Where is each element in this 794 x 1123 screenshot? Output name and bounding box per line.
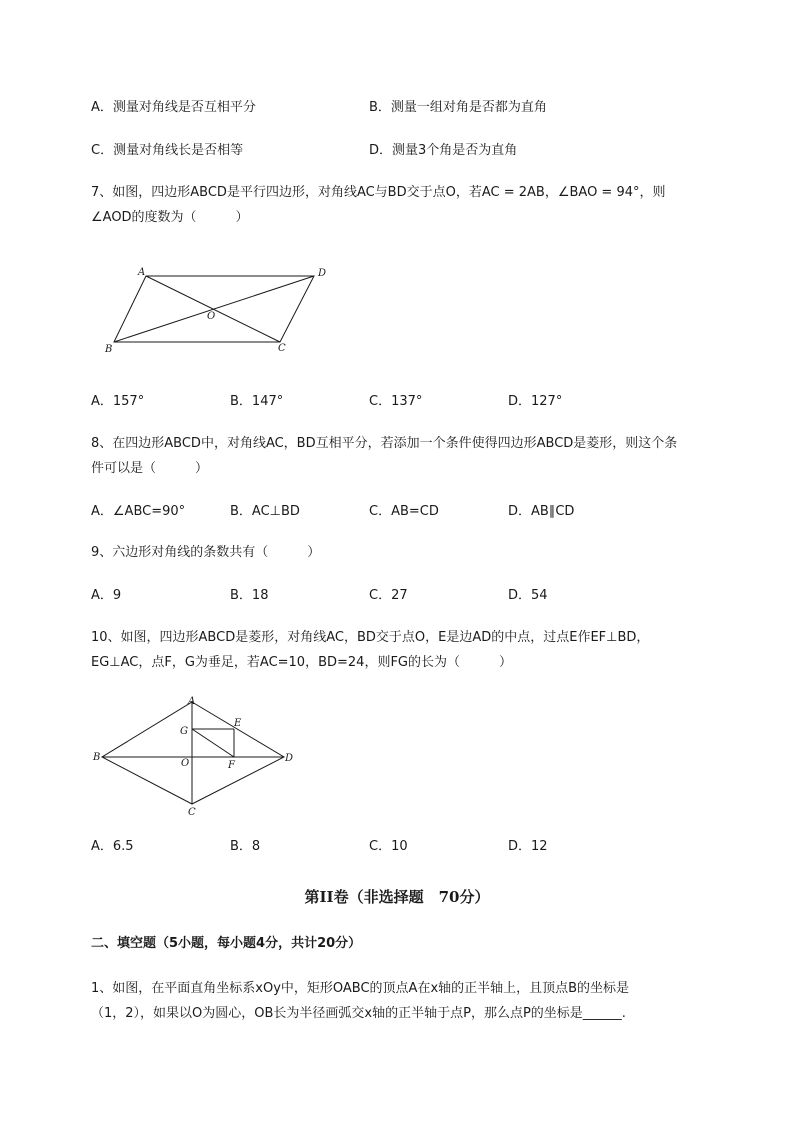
- part2-title: 第II卷（非选择题 70分）: [304, 888, 490, 906]
- label-a: A: [188, 696, 196, 707]
- q10-option-d: D．12: [508, 839, 548, 854]
- label-o: O: [181, 758, 190, 769]
- section-fill-in-heading: 二、填空题（5小题，每小题4分，共计20分）: [91, 936, 362, 951]
- q7-option-d: D．127°: [508, 394, 563, 409]
- rhombus-abcd: [102, 702, 284, 804]
- fill1-stem-line2: （1，2），如果以O为圆心，OB长为半径画弧交x轴的正半轴于点P，那么点P的坐标是______.: [91, 1006, 626, 1021]
- segment-fg: [192, 729, 234, 757]
- q7-option-a: A．157°: [91, 394, 145, 409]
- q7-option-c: C．137°: [369, 394, 423, 409]
- label-d: D: [285, 753, 294, 764]
- q6-option-d: D．测量3个角是否为直角: [369, 143, 518, 158]
- label-g: G: [180, 726, 188, 737]
- label-c: C: [188, 807, 196, 818]
- q10-stem-line1: 10、如图，四边形ABCD是菱形，对角线AC，BD交于点O，E是边AD的中点，过点E作EF⊥BD，: [91, 630, 650, 645]
- q6-option-c: C．测量对角线长是否相等: [91, 143, 244, 158]
- q10-rhombus-figure: [92, 694, 302, 818]
- q8-stem-line1: 8、在四边形ABCD中，对角线AC，BD互相平分，若添加一个条件使得四边形ABCD是菱形，则这个条: [91, 436, 678, 451]
- label-a: A: [138, 267, 146, 278]
- q7-option-b: B．147°: [230, 394, 284, 409]
- q8-stem-line2: 件可以是（ ）: [91, 461, 209, 476]
- q6-option-b: B．测量一组对角是否都为直角: [369, 100, 547, 115]
- label-b: B: [105, 344, 113, 355]
- q6-option-a: A．测量对角线是否互相平分: [91, 100, 256, 115]
- q9-stem: 9、六边形对角线的条数共有（ ）: [91, 545, 321, 560]
- q9-option-d: D．54: [508, 588, 548, 603]
- q7-parallelogram-figure: [100, 262, 340, 358]
- label-o: O: [207, 311, 216, 322]
- q10-stem-line2: EG⊥AC，点F，G为垂足，若AC=10，BD=24，则FG的长为（ ）: [91, 655, 512, 670]
- q10-option-a: A．6.5: [91, 839, 134, 854]
- q7-stem-line1: 7、如图，四边形ABCD是平行四边形，对角线AC与BD交于点O，若AC = 2AB，∠BAO = 94°，则: [91, 185, 666, 200]
- q8-option-d: D．AB∥CD: [508, 504, 575, 519]
- diagonal-bd: [114, 276, 314, 342]
- q9-option-c: C．27: [369, 588, 408, 603]
- q8-option-c: C．AB=CD: [369, 504, 439, 519]
- label-c: C: [278, 343, 286, 354]
- q9-option-a: A．9: [91, 588, 122, 603]
- label-f: F: [228, 760, 235, 771]
- q7-stem-line2: ∠AOD的度数为（ ）: [91, 210, 249, 225]
- fill1-stem-line1: 1、如图，在平面直角坐标系xOy中，矩形OABC的顶点A在x轴的正半轴上，且顶点B的坐标是: [91, 981, 630, 996]
- label-e: E: [234, 718, 242, 729]
- q8-option-a: A．∠ABC=90°: [91, 504, 186, 519]
- q9-option-b: B．18: [230, 588, 269, 603]
- q8-option-b: B．AC⊥BD: [230, 504, 300, 519]
- label-b: B: [93, 752, 101, 763]
- q10-option-c: C．10: [369, 839, 408, 854]
- label-d: D: [318, 268, 327, 279]
- q10-option-b: B．8: [230, 839, 261, 854]
